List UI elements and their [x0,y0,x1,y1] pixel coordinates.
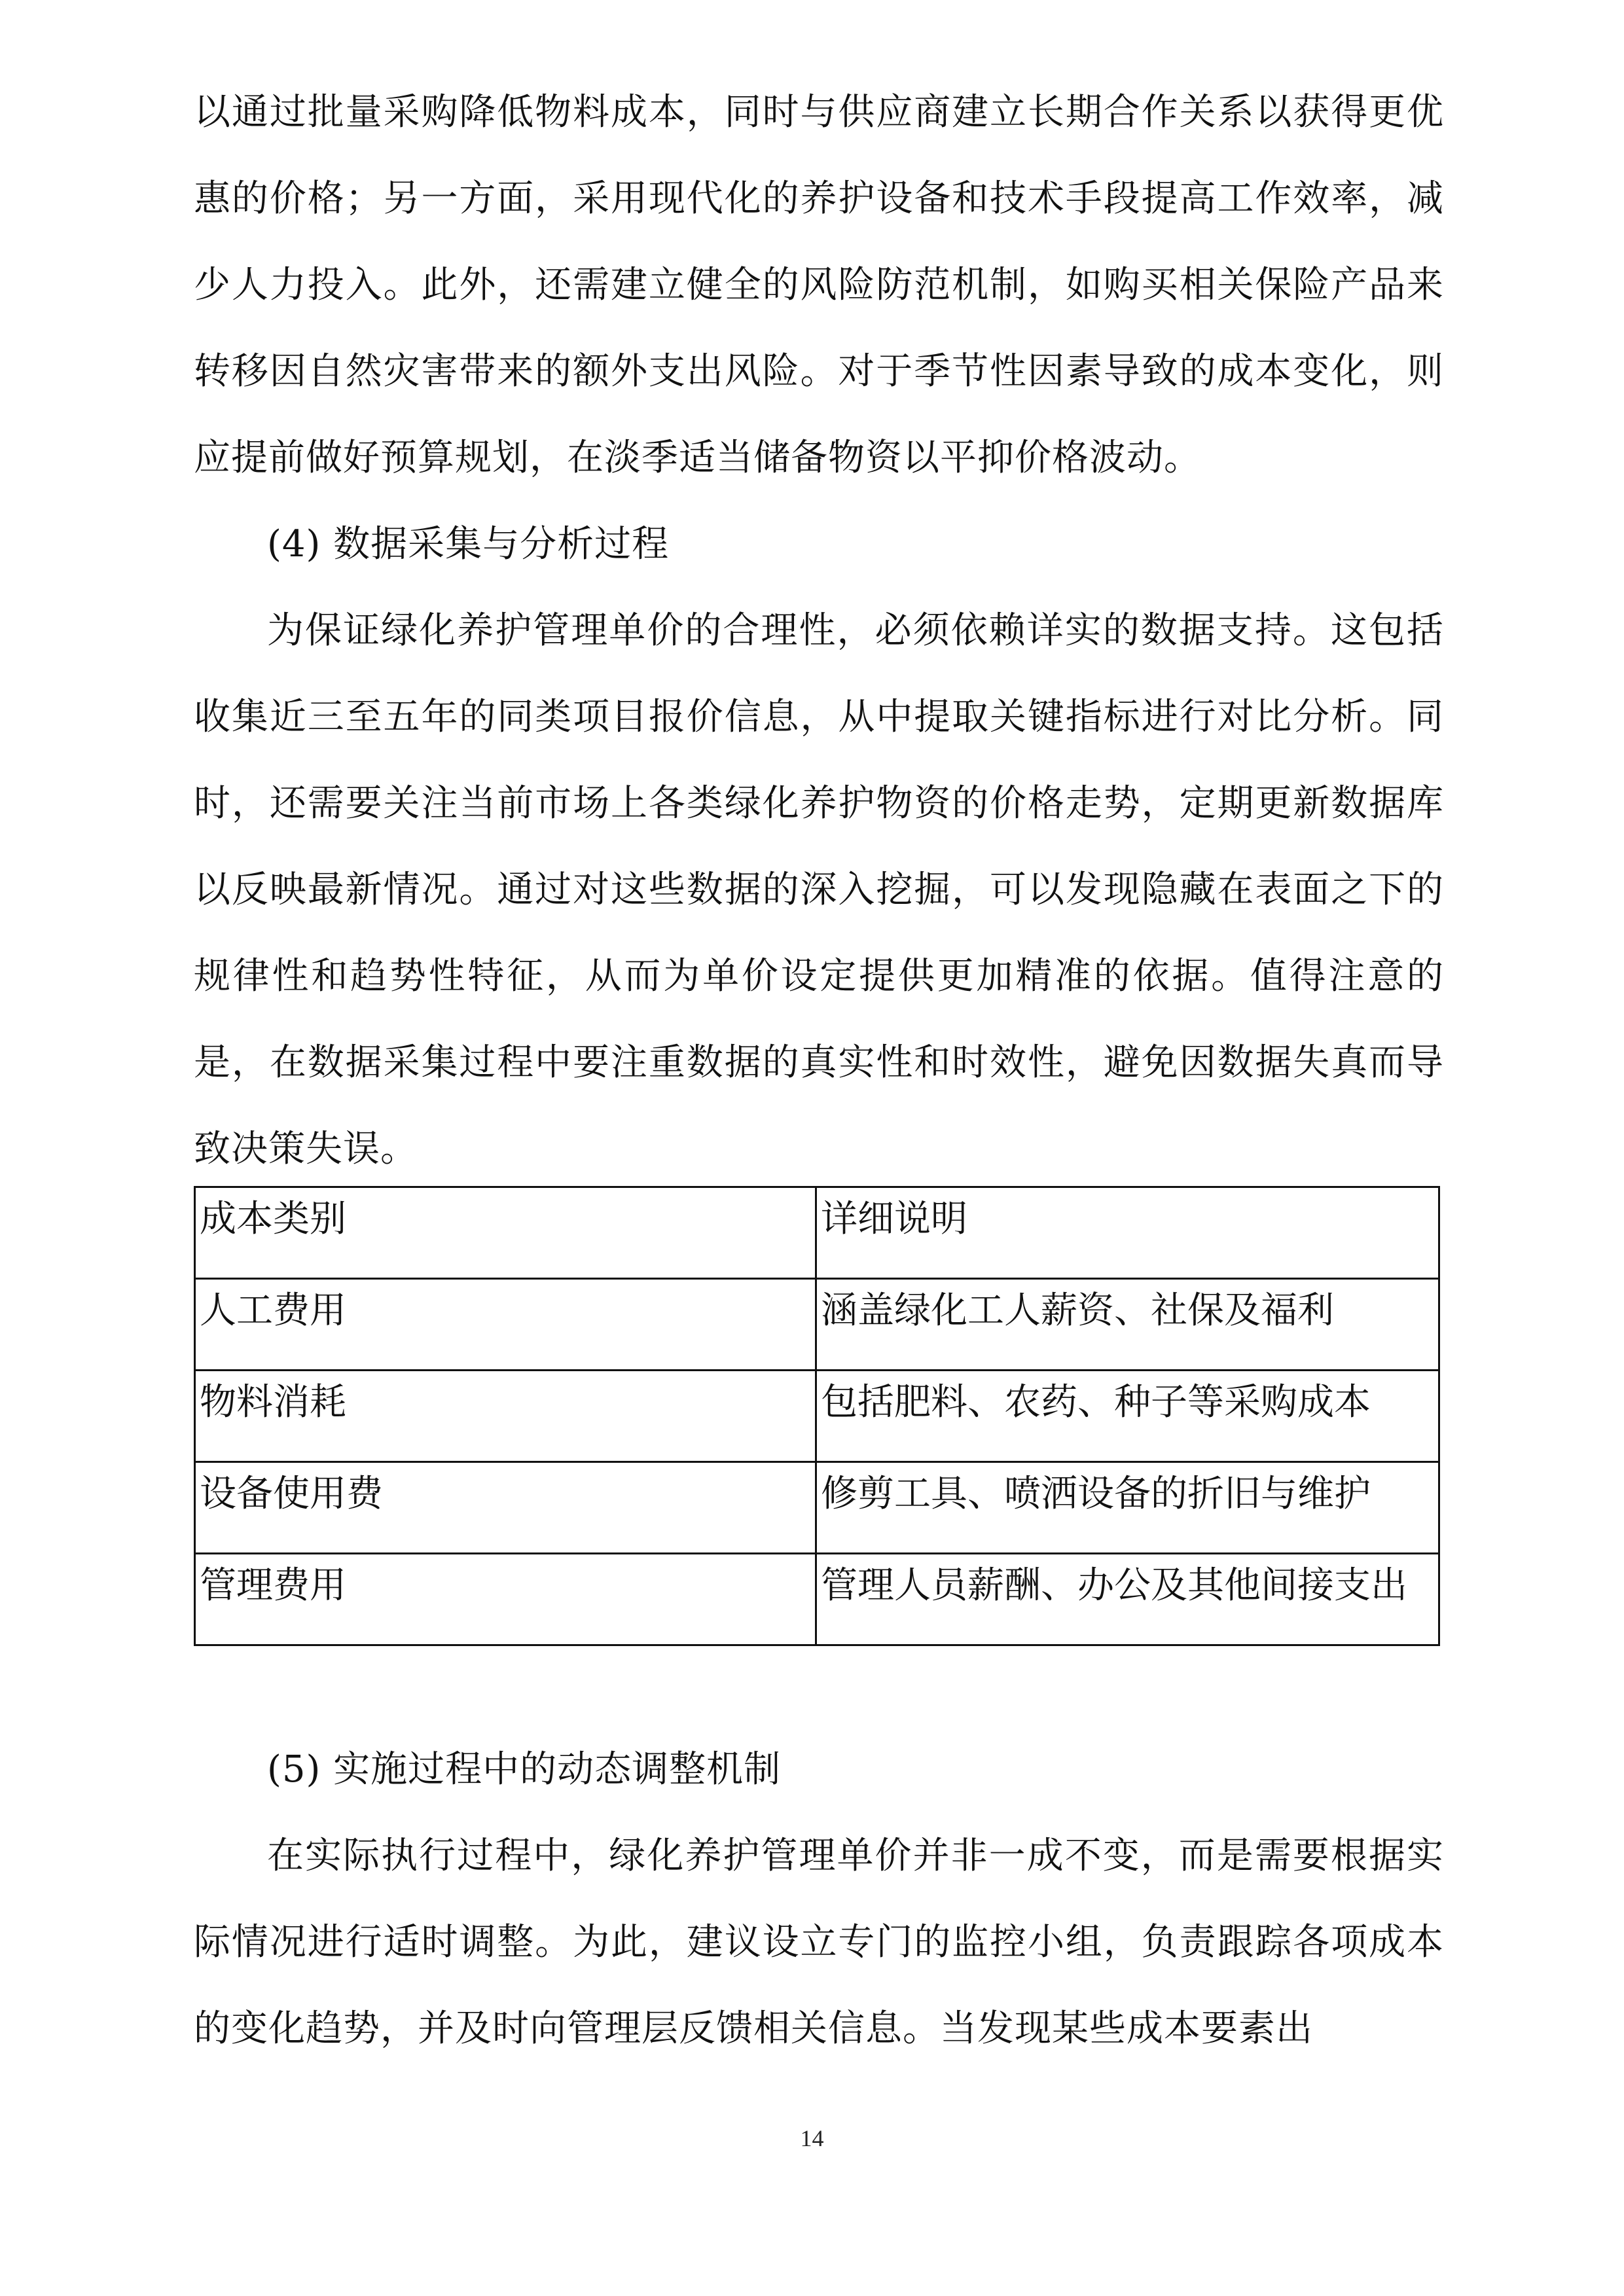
table-cell-description: 包括肥料、农药、种子等采购成本 [816,1371,1439,1462]
section-heading-5: (5) 实施过程中的动态调整机制 [267,1748,782,1791]
table-header-category: 成本类别 [195,1187,816,1279]
table-cell-category: 管理费用 [195,1554,816,1645]
table-cell-description: 修剪工具、喷洒设备的折旧与维护 [816,1462,1439,1554]
table-cell-description: 管理人员薪酬、办公及其他间接支出 [816,1554,1439,1645]
table-cell-category: 物料消耗 [195,1371,816,1462]
table-cell-category: 设备使用费 [195,1462,816,1554]
paragraph-dynamic-adjustment: 在实际执行过程中，绿化养护管理单价并非一成不变，而是需要根据实际情况进行适时调整。为此，建议设立专门的监控小组，负责跟踪各项成本的变化趋势，并及时向管理层反馈相关信息。当发现某些成本要素出 [194,1835,1444,2050]
table-cell-description: 涵盖绿化工人薪资、社保及福利 [816,1279,1439,1371]
table-header-description: 详细说明 [816,1187,1439,1279]
table-row [195,1279,1439,1371]
table-header-row [195,1187,1439,1279]
paragraph-cost-control: 以通过批量采购降低物料成本，同时与供应商建立长期合作关系以获得更优惠的价格；另一方面，采用现代化的养护设备和技术手段提高工作效率，减少人力投入。此外，还需建立健全的风险防范机制，如购买相关保险产品来转移因自然灾害带来的额外支出风险。对于季节性因素导致的成本变化，则应提前做好预算规划，在淡季适当储备物资以平抑价格波动。 [194,91,1444,479]
paragraph-data-collection: 为保证绿化养护管理单价的合理性，必须依赖详实的数据支持。这包括收集近三至五年的同类项目报价信息，从中提取关键指标进行对比分析。同时，还需要关注当前市场上各类绿化养护物资的价格走势，定期更新数据库以反映最新情况。通过对这些数据的深入挖掘，可以发现隐藏在表面之下的规律性和趋势性特征，从而为单价设定提供更加精准的依据。值得注意的是，在数据采集过程中要注重数据的真实性和时效性，避免因数据失真而导致决策失误。 [194,609,1444,1170]
section-heading-4: (4) 数据采集与分析过程 [267,523,670,565]
cost-category-table [194,1186,1440,1646]
table-row [195,1554,1439,1645]
table-cell-category: 人工费用 [195,1279,816,1371]
table-row [195,1462,1439,1554]
top-text-block [194,69,1444,1193]
table-row [195,1371,1439,1462]
bottom-text-block [194,1727,1444,2072]
page-number: 14 [800,2125,824,2151]
